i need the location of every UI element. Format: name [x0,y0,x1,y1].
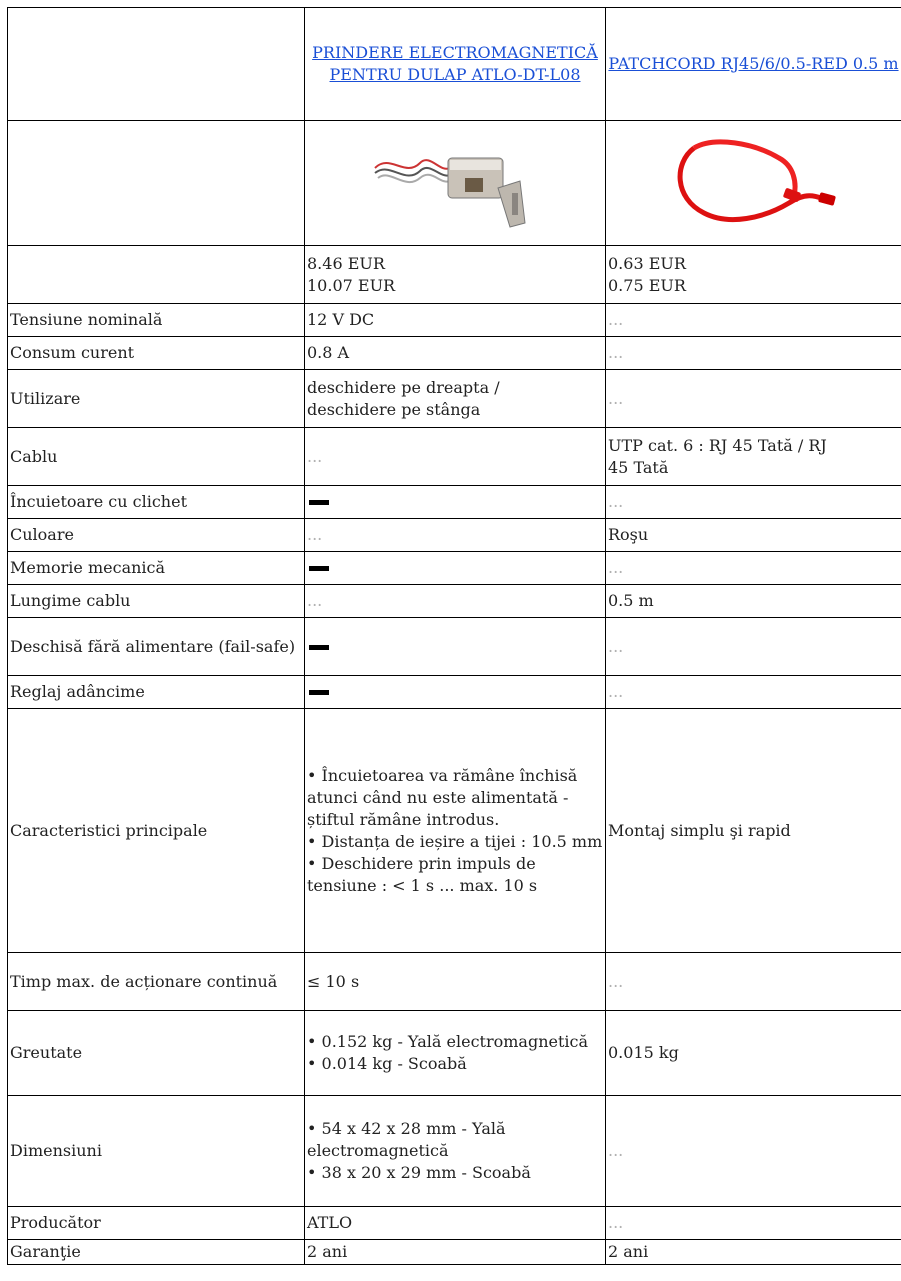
spec-label: Deschisă fără alimentare (fail-safe) [8,618,305,676]
product-1-spec-cell [305,953,606,1011]
spec-row [8,370,901,428]
product-2-spec-cell [606,953,901,1011]
spec-value: • Încuietoarea va rămâne închisă atunci când nu este alimentată - știftul rămâne introdus. [307,765,578,829]
empty-value: ... [608,682,624,701]
product-2-spec-cell [606,337,901,370]
product-1-spec-cell [305,709,606,953]
spec-label: Garanţie [8,1240,305,1265]
empty-corner-cell [8,8,305,121]
spec-value: UTP cat. 6 : RJ 45 Tată / RJ [608,435,827,455]
price-net: 8.46 EUR [307,253,385,273]
product-2-spec-cell [606,552,901,585]
spec-label: Memorie mecanică [8,552,305,585]
spec-row [8,1011,901,1096]
spec-row [8,1096,901,1207]
product-2-name-cell [606,8,901,121]
spec-label: Lungime cablu [8,585,305,618]
spec-label: Producător [8,1207,305,1240]
spec-value: 12 V DC [307,310,375,329]
spec-value: 0.5 m [608,591,654,610]
spec-row [8,618,901,676]
product-2-price-cell [606,246,901,304]
spec-row [8,486,901,519]
product-2-spec-cell [606,709,901,953]
price-gross: 0.75 EUR [608,275,686,295]
product-1-spec-cell [305,618,606,676]
spec-row [8,953,901,1011]
empty-value: ... [307,525,323,544]
product-1-spec-cell [305,304,606,337]
empty-value: ... [608,310,624,329]
spec-value: 0.8 A [307,343,350,362]
spec-value: • 0.152 kg - Yală electromagnetică [307,1032,589,1051]
spec-value: • Deschidere prin impuls de tensiune : < 1 s ... max. 10 s [307,853,538,895]
product-1-spec-cell [305,428,606,486]
product-1-spec-cell [305,1096,606,1207]
spec-value: Roşu [608,525,649,544]
product-2-spec-cell [606,486,901,519]
empty-value: ... [608,343,624,362]
product-2-spec-cell [606,618,901,676]
empty-value: ... [307,591,323,610]
empty-image-label-cell [8,121,305,246]
electromagnetic-lock-icon[interactable] [370,133,540,233]
spec-row [8,304,901,337]
product-2-spec-cell [606,1096,901,1207]
product-2-spec-cell [606,519,901,552]
spec-value: deschidere pe dreapta / [307,377,500,397]
empty-value: ... [608,558,624,577]
product-1-name-cell [305,8,606,121]
spec-value: Montaj simplu şi rapid [608,820,791,840]
spec-value: ATLO [307,1213,353,1232]
empty-price-label-cell [8,246,305,304]
spec-row [8,709,901,953]
spec-value: • Distanța de ieșire a tijei : 10.5 mm [307,831,603,851]
product-2-spec-cell [606,585,901,618]
spec-value: 0.015 kg [608,1043,679,1062]
spec-label: Culoare [8,519,305,552]
product-2-image-cell [606,121,901,246]
spec-row [8,1240,901,1265]
price-gross: 10.07 EUR [307,275,396,295]
not-available-dash-icon [309,645,329,650]
comparison-table [7,7,901,1265]
product-1-spec-cell [305,519,606,552]
empty-value: ... [608,1141,624,1160]
product-2-spec-cell [606,1011,901,1096]
product-2-spec-cell [606,304,901,337]
product-2-spec-cell [606,370,901,428]
spec-value: • 54 x 42 x 28 mm - Yală electromagnetică [307,1119,506,1160]
product-2-spec-cell [606,1240,901,1265]
product-2-spec-cell [606,1207,901,1240]
empty-value: ... [608,636,624,656]
product-1-spec-cell [305,585,606,618]
not-available-dash-icon [309,690,329,695]
empty-value: ... [608,492,624,511]
product-1-link[interactable]: PRINDERE ELECTROMAGNETICĂ PENTRU DULAP ATLO-DT-L08 [312,43,598,84]
product-image-row [8,121,901,246]
spec-label: Reglaj adâncime [8,676,305,709]
spec-label: Caracteristici principale [8,709,305,953]
price-net: 0.63 EUR [608,253,686,273]
spec-label: Consum curent [8,337,305,370]
not-available-dash-icon [309,566,329,571]
spec-row [8,1207,901,1240]
spec-label: Cablu [8,428,305,486]
product-1-spec-cell [305,1207,606,1240]
empty-value: ... [307,446,323,466]
product-2-link[interactable]: PATCHCORD RJ45/6/0.5-RED 0.5 m [608,54,899,73]
spec-label: Timp max. de acționare continuă [8,953,305,1011]
spec-value: • 38 x 20 x 29 mm - Scoabă [307,1163,531,1182]
product-2-spec-cell [606,676,901,709]
empty-value: ... [608,388,624,408]
spec-label: Dimensiuni [8,1096,305,1207]
spec-value: 2 ani [307,1242,348,1261]
empty-value: ... [608,1213,624,1232]
product-name-row [8,8,901,121]
spec-row [8,337,901,370]
product-1-spec-cell [305,370,606,428]
product-1-spec-cell [305,486,606,519]
price-row [8,246,901,304]
product-2-spec-cell [606,428,901,486]
not-available-dash-icon [309,500,329,505]
spec-value: ≤ 10 s [307,971,360,991]
empty-value: ... [608,971,624,991]
spec-value: 45 Tată [608,457,669,477]
spec-row [8,552,901,585]
product-1-spec-cell [305,676,606,709]
spec-value: 2 ani [608,1242,649,1261]
spec-label: Utilizare [8,370,305,428]
product-1-image-cell [305,121,606,246]
product-1-spec-cell [305,1240,606,1265]
spec-row [8,428,901,486]
product-1-spec-cell [305,337,606,370]
spec-value: deschidere pe stânga [307,399,481,419]
spec-row [8,519,901,552]
spec-row [8,585,901,618]
spec-label: Încuietoare cu clichet [8,486,305,519]
product-1-spec-cell [305,552,606,585]
product-1-spec-cell [305,1011,606,1096]
product-1-price-cell [305,246,606,304]
spec-label: Tensiune nominală [8,304,305,337]
spec-label: Greutate [8,1011,305,1096]
spec-row [8,676,901,709]
spec-value: • 0.014 kg - Scoabă [307,1054,467,1073]
red-patchcord-cable-icon[interactable] [669,128,839,238]
